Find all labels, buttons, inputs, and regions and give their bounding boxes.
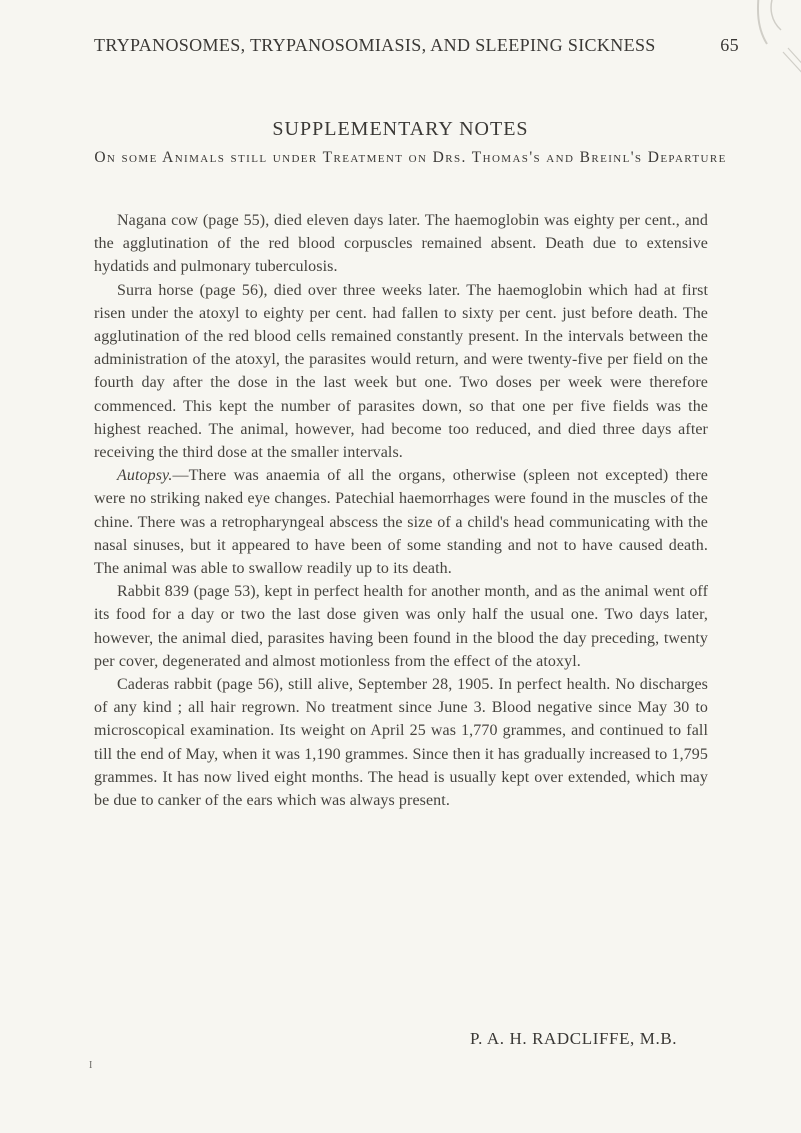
paragraph-surra-horse: Surra horse (page 56), died over three weeks later. The haemoglobin which had at first risen under the atoxyl to eighty per cent. had fallen to sixty per cent. just before death. The agglutination of the red blood cells remained constantly present. In the intervals between the administration of the atoxyl, the parasites would return, and were twenty-five per field on the fourth day after the dose in the last week but one. Two doses per week were therefore commenced. This kept the number of parasites down, so that one per five fields was the highest reached. The animal, however, had become too reduced, and died three days after receiving the third dose at the smaller intervals. — [94, 281, 708, 462]
section-subtitle: On some Animals still under Treatment on Drs. Thomas's and Breinl's Departure — [94, 149, 727, 166]
paragraph-rabbit-839: Rabbit 839 (page 53), kept in perfect health for another month, and as the animal went off its food for a day or two the last dose given was only half the usual one. Two days later, however, the animal died, parasites having been found in the blood the day preceding, twenty per cover, degenerated and almost motionless from the effect of the atoxyl. — [94, 583, 708, 670]
running-head — [94, 35, 739, 56]
body-text — [94, 209, 708, 812]
paragraph-autopsy — [94, 464, 708, 580]
autopsy-text: —There was anaemia of all the organs, otherwise (spleen not excepted) there were no striking naked eye changes. Patechial haemorrhages were found in the muscles of the chine. There was a retropharyngeal abscess the size of a child's head communicating with the nasal sinuses, but it appeared to have been of some standing and not to have caused death. The animal was able to swallow readily up to its death. — [94, 467, 708, 578]
page-number: 65 — [720, 35, 739, 55]
paragraph-caderas-rabbit: Caderas rabbit (page 56), still alive, September 28, 1905. In perfect health. No discharges of any kind ; all hair regrown. No treatment since June 3. Blood negative since May 30 to microscopical examination. Its weight on April 25 was 1,770 grammes, and continued to fall till the end of May, when it was 1,190 grammes. Since then it has gradually increased to 1,795 grammes. It has now lived eight months. The head is usually kept over extended, which may be due to canker of the ears which was always present. — [94, 676, 708, 810]
author-signature: P. A. H. RADCLIFFE, M.B. — [470, 1029, 678, 1048]
autopsy-label: Autopsy. — [117, 467, 173, 485]
running-head-title: TRYPANOSOMES, TRYPANOSOMIASIS, AND SLEEPING SICKNESS — [94, 35, 656, 55]
paragraph-nagana-cow: Nagana cow (page 55), died eleven days later. The haemoglobin was eighty per cent., and the agglutination of the red blood corpuscles remained absent. Death due to extensive hydatids and pulmonary tuberculosis. — [94, 212, 708, 276]
section-title: SUPPLEMENTARY NOTES — [272, 118, 529, 140]
signature-mark: I — [89, 1060, 93, 1071]
library-stamp-mark — [739, 0, 801, 82]
